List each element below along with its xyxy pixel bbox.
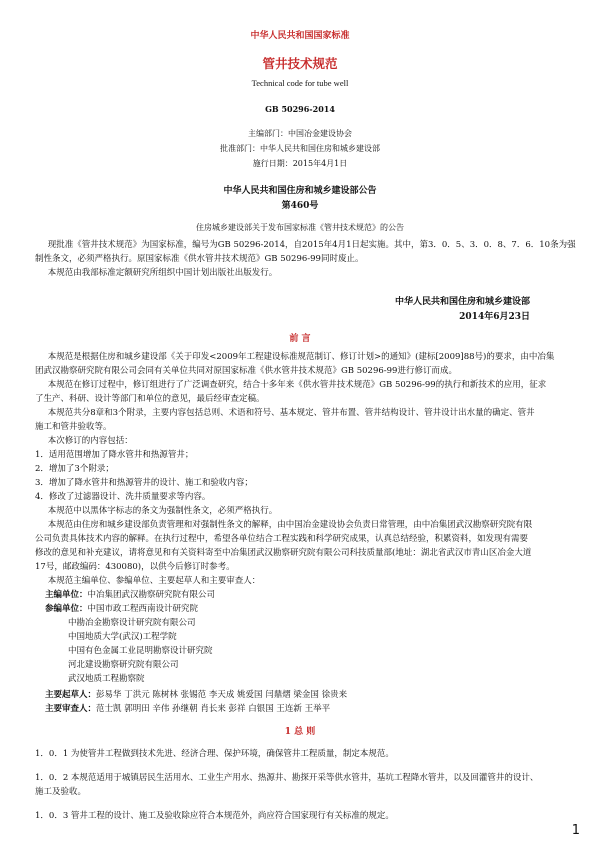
preface-line: 施工和管井验收等。 [35, 422, 112, 432]
chief-unit-label: 主编单位： [45, 590, 88, 600]
clause-1-0-1: 1．0．1 为使管井工程做到技术先进、经济合理、保护环境，确保管井工程质量，制定本规范。 [35, 749, 394, 759]
participating-unit: 中勘冶金勘察设计研究院有限公司 [68, 618, 196, 628]
announcement-paragraph: 制性条文，必须严格执行。原国家标准《供水管井技术规范》GB 50296-99同时废止。 [35, 254, 364, 264]
preface-line: 公司负责具体技术内容的解释。在执行过程中，希望各单位结合工程实践和科学研究成果，认真总结经验，积累资料，如发现有需要 [35, 534, 529, 544]
preface-line: 2．增加了3个附录； [35, 464, 114, 474]
preface-line: 本规范共分8章和3个附录，主要内容包括总则、术语和符号、基本规定、管井布置、管井结构设计、管井设计出水量的确定、管井 [47, 408, 535, 418]
preface-line: 本规范是根据住房和城乡建设部《关于印发<2009年工程建设标准规范制订、修订计划>的通知》(建标[2009]88号)的要求，由中冶集 [47, 352, 555, 362]
participating-unit: 中国有色金属工业昆明勘察设计研究院 [68, 646, 213, 656]
clause-1-0-3: 1．0．3 管井工程的设计、施工及验收除应符合本规范外，尚应符合国家现行有关标准的规定。 [35, 811, 394, 821]
announcement-issuer: 中华人民共和国住房和城乡建设部公告 [223, 186, 377, 196]
participating-units-row [45, 602, 575, 616]
preface-line: 本规范中以黑体字标志的条文为强制性条文，必须严格执行。 [47, 506, 278, 516]
participating-units-label: 参编单位： [45, 604, 88, 614]
preface-line: 团武汉勘察研究院有限公司会同有关单位共同对原国家标准《供水管井技术规范》GB 50296-99进行修订而成。 [35, 366, 457, 376]
chapter-heading: 1 总 则 [284, 727, 316, 737]
preface-line: 本规范由住房和城乡建设部负责管理和对强制性条文的解释，由中国冶金建设协会负责日常管理，由中冶集团武汉勘察研究院有限 [47, 520, 533, 530]
preface-heading: 前 言 [289, 334, 311, 344]
preface-line: 本规范在修订过程中，修订组进行了广泛调查研究，结合十多年来《供水管井技术规范》GB 50296-99的执行和新技术的应用，征求 [47, 380, 547, 390]
preface-line: 3．增加了降水管井和热源管井的设计、施工和验收内容； [35, 478, 253, 488]
reviewers-names: 范士凯 郭明田 辛伟 孙继朝 肖长来 彭祥 白银国 王连新 王举平 [96, 704, 331, 714]
standard-code: GB 50296-2014 [265, 104, 335, 114]
preface-line: 本规范主编单位、参编单位、主要起草人和主要审查人： [47, 576, 261, 586]
drafters-row [45, 688, 575, 702]
document-title: 管井技术规范 [262, 56, 338, 71]
chief-unit-name: 中冶集团武汉勘察研究院有限公司 [87, 590, 216, 600]
preface-line: 17号，邮政编码：430080)，以供今后修订时参考。 [35, 562, 235, 572]
clause-1-0-2-cont: 施工及验收。 [35, 787, 87, 797]
participating-unit: 中国市政工程西南设计研究院 [87, 604, 199, 614]
preface-line: 4．修改了过滤器设计、洗井质量要求等内容。 [35, 492, 211, 502]
clause-1-0-2: 1．0．2 本规范适用于城镇居民生活用水、工业生产用水、热源井、勘探开采等供水管井，基坑工程降水管井，以及回灌管井的设计、 [35, 773, 539, 783]
drafters-label: 主要起草人： [45, 690, 97, 700]
announcement-paragraph: 本规范由我部标准定额研究所组织中国计划出版社出版发行。 [47, 268, 278, 278]
participating-unit: 武汉地质工程勘察院 [68, 674, 145, 684]
page-number: 1 [571, 823, 580, 838]
reviewers-row [45, 702, 575, 716]
announcement-paragraph: 现批准《管井技术规范》为国家标准，编号为GB 50296-2014，自2015年4月1日起实施。其中，第3．0．5、3．0．8、7．6．10条为强 [47, 240, 576, 250]
effective-date: 施行日期：2015年4月1日 [252, 159, 348, 168]
preface-line: 1．适用范围增加了降水管井和热源管井； [35, 450, 194, 460]
chief-unit-row [45, 588, 575, 602]
approval-department: 批准部门：中华人民共和国住房和城乡建设部 [220, 144, 380, 153]
reviewers-label: 主要审查人： [45, 704, 97, 714]
announcement-subject: 住房城乡建设部关于发布国家标准《管井技术规范》的公告 [196, 223, 404, 232]
announcement-number: 第460号 [281, 201, 319, 211]
english-title: Technical code for tube well [251, 78, 349, 88]
preface-line: 修改的意见和补充建议，请将意见和有关资料寄至中冶集团武汉勘察研究院有限公司科技质量部(地址：湖北省武汉市青山区冶金大道 [35, 548, 532, 558]
preface-line: 本次修订的内容包括： [47, 436, 133, 446]
announcement-signature: 中华人民共和国住房和城乡建设部 [394, 297, 530, 307]
preface-line: 了生产、科研、设计等部门和单位的意见，最后经审查定稿。 [35, 394, 265, 404]
drafters-names: 彭易华 丁洪元 陈树林 张锡范 李天成 姚爱国 闫鼎熠 梁金国 徐贵来 [96, 690, 348, 700]
participating-unit: 中国地质大学(武汉)工程学院 [68, 632, 177, 642]
announcement-date: 2014年6月23日 [459, 312, 530, 322]
national-standard-label: 中华人民共和国国家标准 [250, 31, 350, 41]
participating-unit: 河北建设勘察研究院有限公司 [68, 660, 179, 670]
editor-department: 主编部门：中国冶金建设协会 [248, 129, 352, 138]
